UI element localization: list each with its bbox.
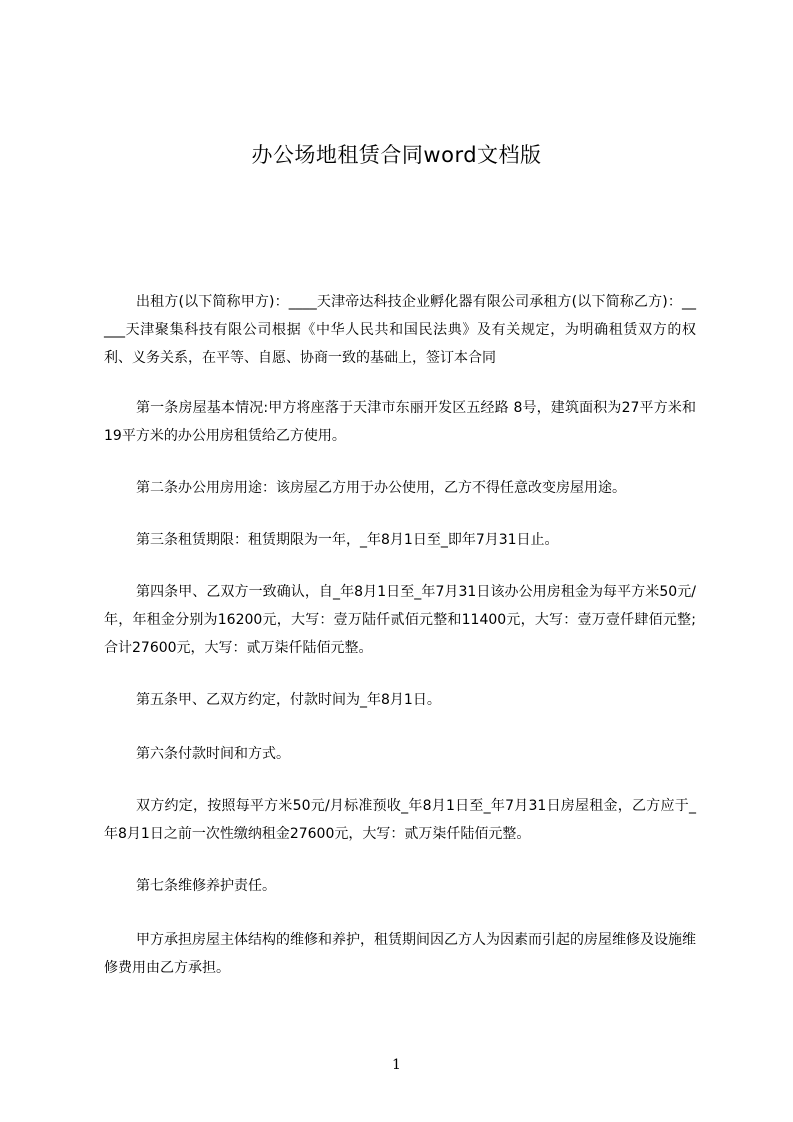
paragraph-article-1: 第一条房屋基本情况:甲方将座落于天津市东丽开发区五经路 8号，建筑面积为27平方米和19平方米的办公用房租赁给乙方使用。 bbox=[104, 400, 696, 444]
paragraph-article-7: 第七条维修养护责任。 bbox=[136, 878, 276, 894]
paragraph-parties: 出租方(以下简称甲方)：____天津帝达科技企业孵化器有限公司承租方(以下简称乙方)：_____天津聚集科技有限公司根据《中华人民共和国民法典》及有关规定，为明确租赁双方的权利、义务关系，在平等、自愿、协商一致的基础上，签订本合同 bbox=[104, 294, 696, 366]
paragraph-article-5: 第五条甲、乙双方约定，付款时间为_年8月1日。 bbox=[136, 692, 441, 708]
paragraph-article-6: 第六条付款时间和方式。 bbox=[136, 746, 290, 762]
paragraph-article-4: 第四条甲、乙双方一致确认，自_年8月1日至_年7月31日该办公用房租金为每平方米50元/年，年租金分别为16200元，大写：壹万陆仟贰佰元整和11400元，大写：壹万壹仟肆佰元整;合计27600元，大写：贰万柒仟陆佰元整。 bbox=[104, 584, 696, 656]
paragraph-article-3: 第三条租赁期限：租赁期限为一年，_年8月1日至_即年7月31日止。 bbox=[136, 532, 559, 548]
paragraph-article-2: 第二条办公用房用途：该房屋乙方用于办公使用，乙方不得任意改变房屋用途。 bbox=[136, 480, 626, 496]
paragraph-maintenance: 甲方承担房屋主体结构的维修和养护，租赁期间因乙方人为因素而引起的房屋维修及设施维修费用由乙方承担。 bbox=[104, 932, 696, 976]
paragraph-payment-terms: 双方约定，按照每平方米50元/月标准预收_年8月1日至_年7月31日房屋租金，乙方应于_年8月1日之前一次性缴纳租金27600元，大写：贰万柒仟陆佰元整。 bbox=[104, 798, 696, 842]
page-number: 1 bbox=[392, 1057, 401, 1073]
document-title: 办公场地租赁合同word文档版 bbox=[251, 143, 542, 167]
